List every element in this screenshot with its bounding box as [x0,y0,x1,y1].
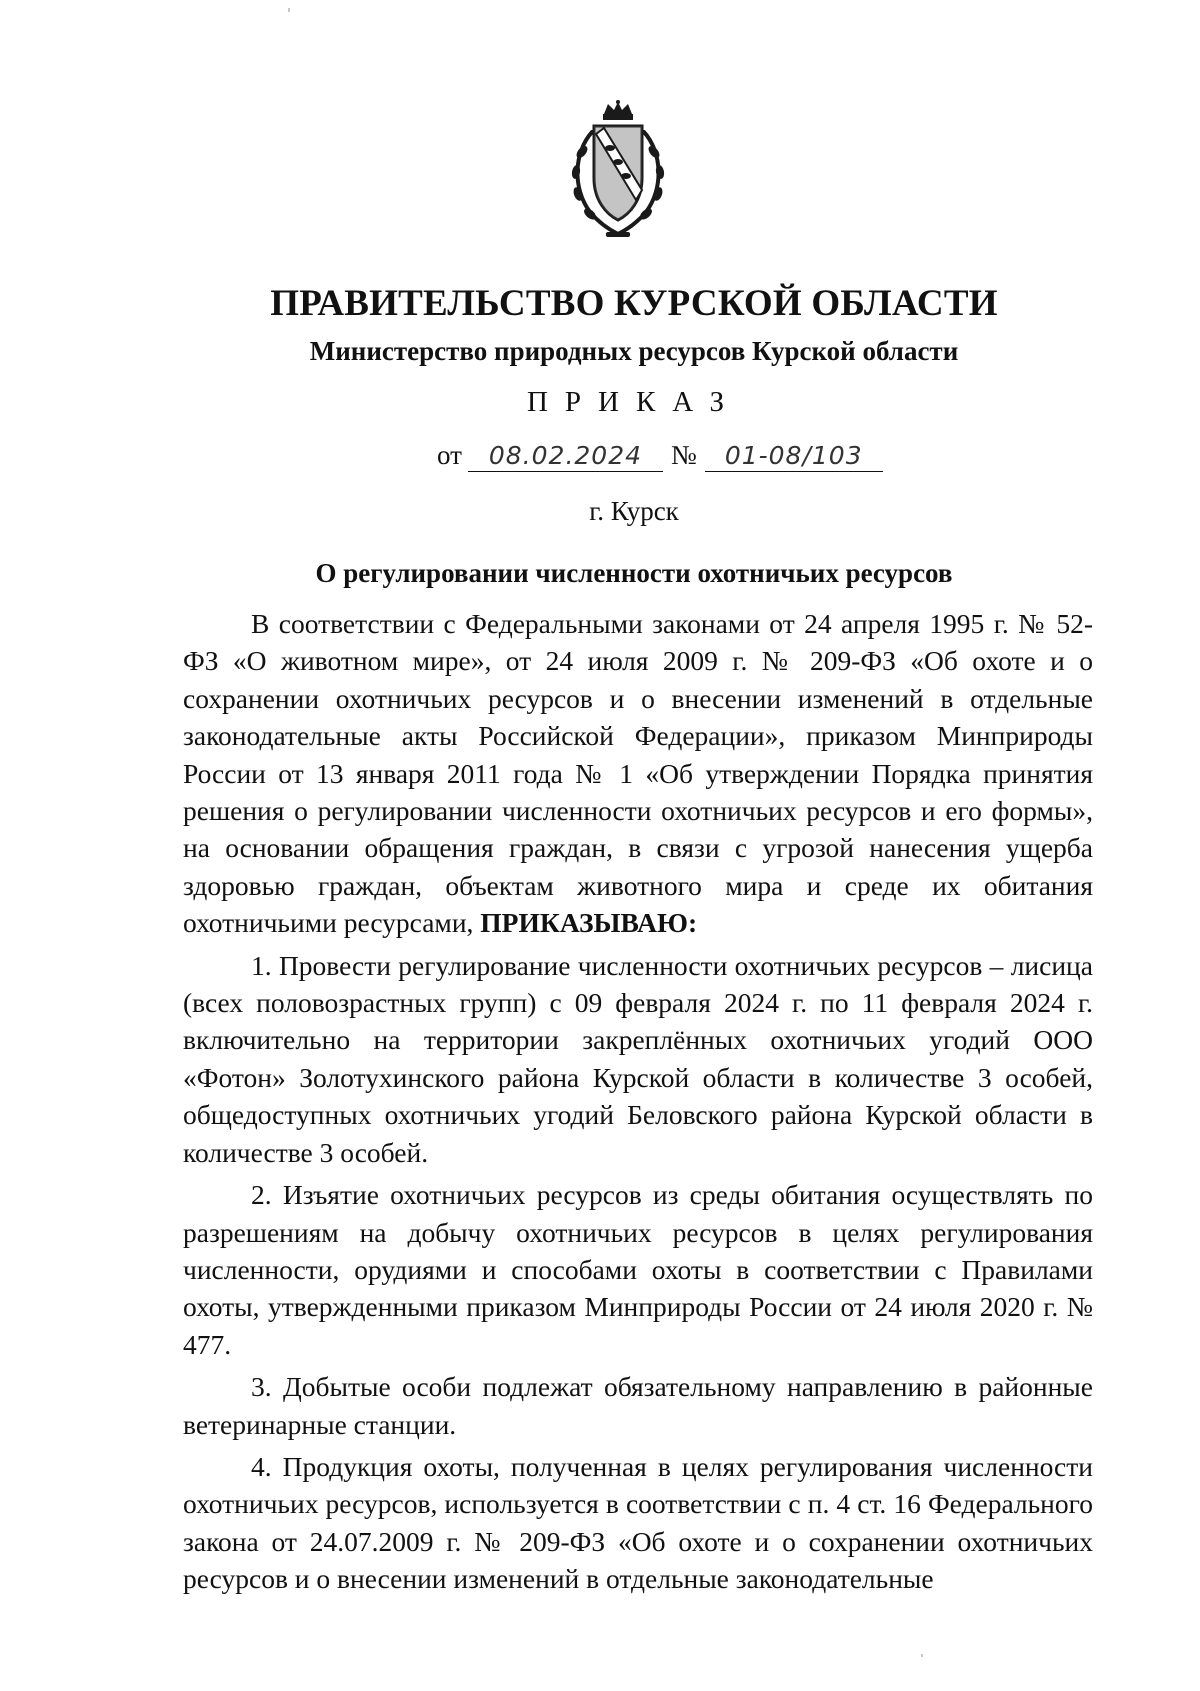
number-prefix: № [670,440,697,470]
scan-speck [921,1654,923,1657]
document-body [183,605,1093,1598]
order-item-2: 2. Изъятие охотничьих ресурсов из среды обитания осуществлять по разрешениям на добычу охотничьих ресурсов в целях регулирования численности, орудиями и способами охоты в соответствии с Правилами охоты, утвержденными приказом Минприроды России от 24 июля 2020 г. № 477. [183,1179,1093,1360]
preamble-text: В соответствии с Федеральными законами от 24 апреля 1995 г. № 52-ФЗ «О животном мире», от 24 июля 2009 г. № 209-ФЗ «Об охоте и о сохранении охотничьих ресурсов и о внесении изменений в отдельные законодательные акты Российской Федерации», приказом Минприроды России от 13 января 2011 года № 1 «Об утверждении Порядка принятия решения о регулировании численности охотничьих ресурсов и его формы», на основании обращения граждан, в связи с угрозой нанесения ущерба здоровью граждан, объектам животного мира и среде их обитания охотничьими ресурсами, [183,608,1093,939]
order-command-colon: : [687,907,698,939]
kursk-coat-of-arms-icon [562,100,674,242]
date-number-line [437,440,883,480]
order-item-3: 3. Добытые особи подлежат обязательному направлению в районные ветеринарные станции. [183,1371,1093,1440]
government-title: ПРАВИТЕЛЬСТВО КУРСКОЙ ОБЛАСТИ [270,283,998,324]
preamble-paragraph [183,605,1093,942]
document-subject: О регулировании численности охотничьих ресурсов [315,558,953,588]
order-item-4: 4. Продукция охоты, полученная в целях регулирования численности охотничьих ресурсов, используется в соответствии с п. 4 ст. 16 Федерального закона от 24.07.2009 г. № 209-ФЗ «Об охоте и о сохранении охотничьих ресурсов и о внесении изменений в отдельные законодательные [183,1450,1093,1595]
ministry-name: Министерство природных ресурсов Курской области [309,336,959,366]
order-command: ПРИКАЗЫВАЮ [480,907,688,939]
document-type: ПРИКАЗ [526,386,742,418]
handwritten-number: 01-08/103 [705,441,883,472]
handwritten-date: 08.02.2024 [468,441,663,472]
order-item-1: 1. Провести регулирование численности охотничьих ресурсов – лисица (всех половозрастных групп) с 09 февраля 2024 г. по 11 февраля 2024 г. включительно на территории закреплённых охотничьих угодий ООО «Фотон» Золотухинского района Курской области в количестве 3 особей, общедоступных охотничьих угодий Беловского района Курской области в количестве 3 особей. [183,949,1093,1168]
date-prefix: от [437,440,462,470]
scan-speck [288,8,290,12]
city: г. Курск [589,496,679,526]
